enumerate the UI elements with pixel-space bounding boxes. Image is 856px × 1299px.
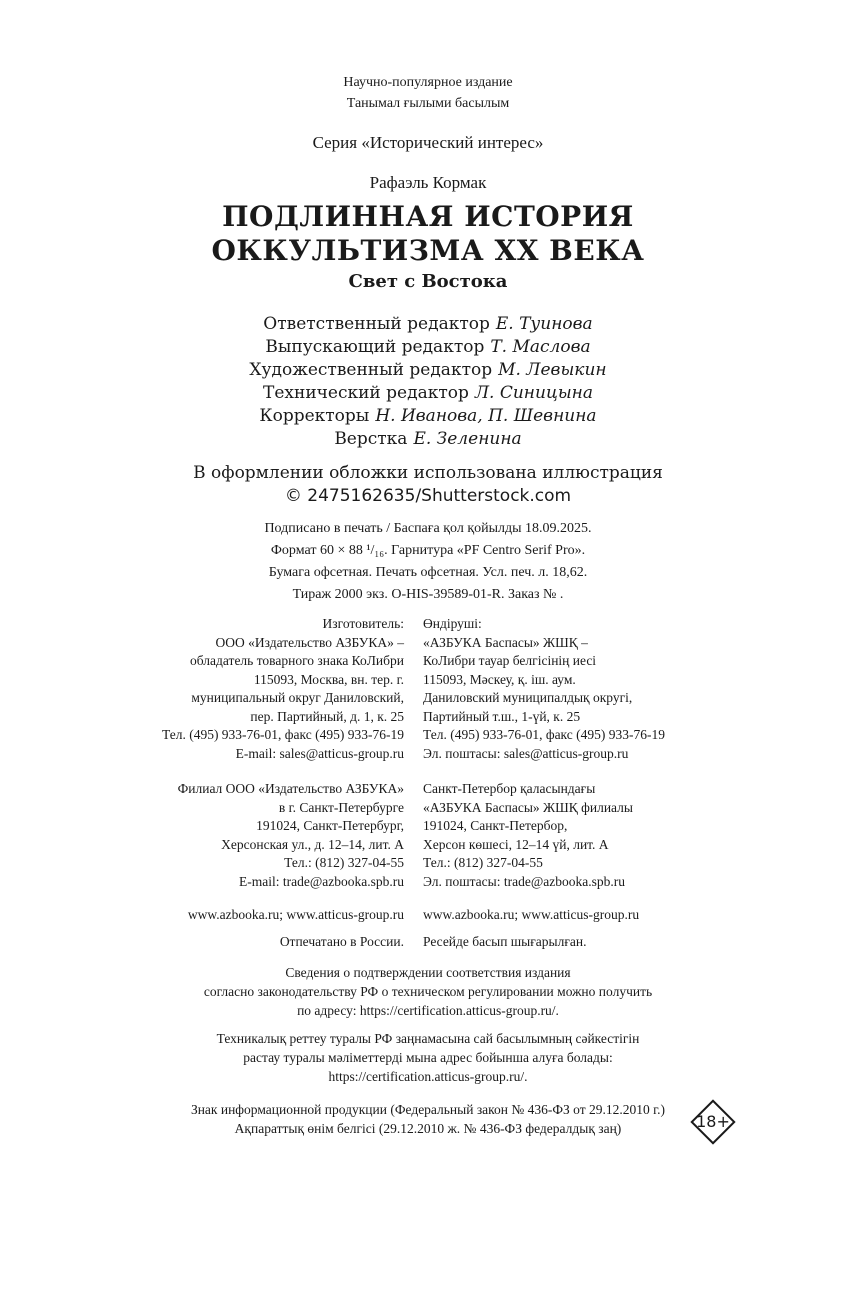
certification-ru-line: по адресу: https://certification.atticus-group.ru/. (297, 1003, 559, 1018)
staff-role: Ответственный редактор (263, 314, 490, 334)
producer-kz-line: Даниловский муниципалдық округі, (423, 690, 633, 705)
staff-role: Выпускающий редактор (265, 337, 485, 357)
certification-kz (0, 1029, 856, 1086)
staff-name: М. Левыкин (498, 360, 607, 380)
staff-role: Верстка (334, 429, 408, 449)
producer-ru-line: муниципальный округ Даниловский, (191, 690, 404, 705)
staff-row (0, 428, 856, 451)
branch-kz-line: Херсон көшесі, 12–14 үй, лит. А (423, 836, 609, 852)
edition-type-kz: Танымал ғылыми басылым (346, 96, 510, 111)
print-format: Формат 60 × 88 ¹/₁₆. Гарнитура «PF Centro Serif Pro». (270, 543, 586, 558)
branch-kz-line: Санкт-Петербор қаласындағы (423, 781, 596, 796)
staff-row (0, 313, 856, 336)
staff-name: Е. Зеленина (413, 429, 522, 449)
staff-row (0, 359, 856, 382)
print-run: Тираж 2000 экз. O-HIS-39589-01-R. Заказ № . (292, 587, 564, 602)
staff-role: Корректоры (259, 406, 370, 426)
print-details (0, 518, 856, 606)
certification-ru-line: Сведения о подтверждении соответствия издания (285, 965, 571, 980)
branch-kz-line: 191024, Санкт-Петербор, (423, 818, 568, 833)
staff-name: Н. Иванова, П. Шевнина (375, 406, 597, 426)
producer-kz-line: Өндіруші: (423, 616, 482, 631)
author-name: Рафаэль Кормак (369, 173, 487, 192)
certification-kz-line: Техникалық реттеу туралы РФ заңнамасына сай басылымның сәйкестігін (216, 1031, 640, 1046)
cover-illustration-note (0, 462, 856, 508)
staff-row (0, 382, 856, 405)
certification-ru (0, 963, 856, 1020)
producer-kz-line: «АЗБУКА Баспасы» ЖШҚ – (423, 634, 588, 650)
producer-ru-line: пер. Партийный, д. 1, к. 25 (250, 708, 404, 724)
producer-kz-line: 115093, Мәскеу, қ. іш. аум. (423, 671, 576, 687)
producer-kz (423, 615, 665, 763)
branch-ru-line: Тел.: (812) 327-04-55 (284, 855, 404, 870)
producer-ru-line: Тел. (495) 933-76-01, факс (495) 933-76-19 (161, 727, 404, 742)
staff-name: Л. Синицына (474, 383, 593, 403)
info-mark-ru: Знак информационной продукции (Федеральный закон № 436-ФЗ от 29.12.2010 г.) (190, 1102, 666, 1117)
branch-kz (423, 780, 633, 891)
info-mark-kz: Ақпараттық өнім белгісі (29.12.2010 ж. № 436-ФЗ федералдық заң) (234, 1121, 622, 1136)
certification-kz-line: https://certification.atticus-group.ru/. (328, 1069, 528, 1084)
print-paper: Бумага офсетная. Печать офсетная. Усл. печ. л. 18,62. (268, 565, 588, 580)
staff-row (0, 336, 856, 359)
book-title-line-1: ПОДЛИННАЯ ИСТОРИЯ (222, 200, 634, 233)
producer-kz-line: Эл. поштасы: sales@atticus-group.ru (423, 745, 629, 761)
producer-ru-line: ООО «Издательство АЗБУКА» – (215, 634, 404, 650)
websites-ru: www.azbooka.ru; www.atticus-group.ru (187, 907, 404, 922)
edition-type-ru: Научно-популярное издание (343, 75, 513, 90)
age-rating-badge (690, 1099, 736, 1145)
printed-in-kz: Ресейде басып шығарылған. (423, 934, 587, 949)
producer-ru-line: Изготовитель: (322, 616, 404, 631)
branch-ru-line: в г. Санкт-Петербурге (278, 799, 404, 815)
certification-ru-line: согласно законодательству РФ о техническом регулировании можно получить (203, 984, 653, 999)
branch-ru-line: Херсонская ул., д. 12–14, лит. А (221, 836, 404, 852)
branch-kz-line: Тел.: (812) 327-04-55 (423, 855, 543, 870)
certification-kz-line: растау туралы мәліметтерді мына адрес бойынша алуға болады: (243, 1050, 613, 1065)
staff-row (0, 405, 856, 428)
branch-ru-line: Филиал ООО «Издательство АЗБУКА» (177, 781, 404, 796)
websites-kz: www.azbooka.ru; www.atticus-group.ru (423, 907, 640, 922)
branch-ru-line: 191024, Санкт-Петербург, (256, 818, 404, 833)
branch-kz-line: «АЗБУКА Баспасы» ЖШҚ филиалы (423, 799, 633, 815)
cover-credit: © 2475162635/Shutterstock.com (284, 486, 572, 506)
print-signed-date: Подписано в печать / Баспаға қол қойылды 18.09.2025. (264, 521, 592, 536)
producer-ru-line: E-mail: sales@atticus-group.ru (235, 745, 404, 761)
printed-in-ru: Отпечатано в России. (279, 934, 404, 949)
branch-ru (178, 780, 404, 891)
producer-kz-line: Тел. (495) 933-76-01, факс (495) 933-76-19 (423, 727, 666, 742)
book-title-line-2: ОККУЛЬТИЗМА XX ВЕКА (211, 234, 645, 267)
staff-name: Е. Туинова (495, 314, 593, 334)
staff-role: Художественный редактор (249, 360, 493, 380)
staff-list (0, 313, 856, 451)
producer-ru-line: обладатель товарного знака КоЛибри (190, 653, 404, 668)
series-name: Серия «Исторический интерес» (312, 133, 544, 152)
branch-ru-line: E-mail: trade@azbooka.spb.ru (239, 873, 404, 889)
producer-ru (162, 615, 404, 763)
age-rating-label: 18+ (696, 1112, 730, 1131)
producer-kz-line: КоЛибри тауар белгісінің иесі (423, 653, 597, 668)
branch-kz-line: Эл. поштасы: trade@azbooka.spb.ru (423, 873, 625, 889)
producer-ru-line: 115093, Москва, вн. тер. г. (253, 671, 404, 687)
cover-note-line: В оформлении обложки использована иллюстрация (193, 463, 663, 483)
book-subtitle: Свет с Востока (348, 271, 508, 292)
producer-kz-line: Партийный т.ш., 1-үй, к. 25 (423, 708, 581, 724)
staff-name: Т. Маслова (490, 337, 591, 357)
staff-role: Технический редактор (263, 383, 469, 403)
